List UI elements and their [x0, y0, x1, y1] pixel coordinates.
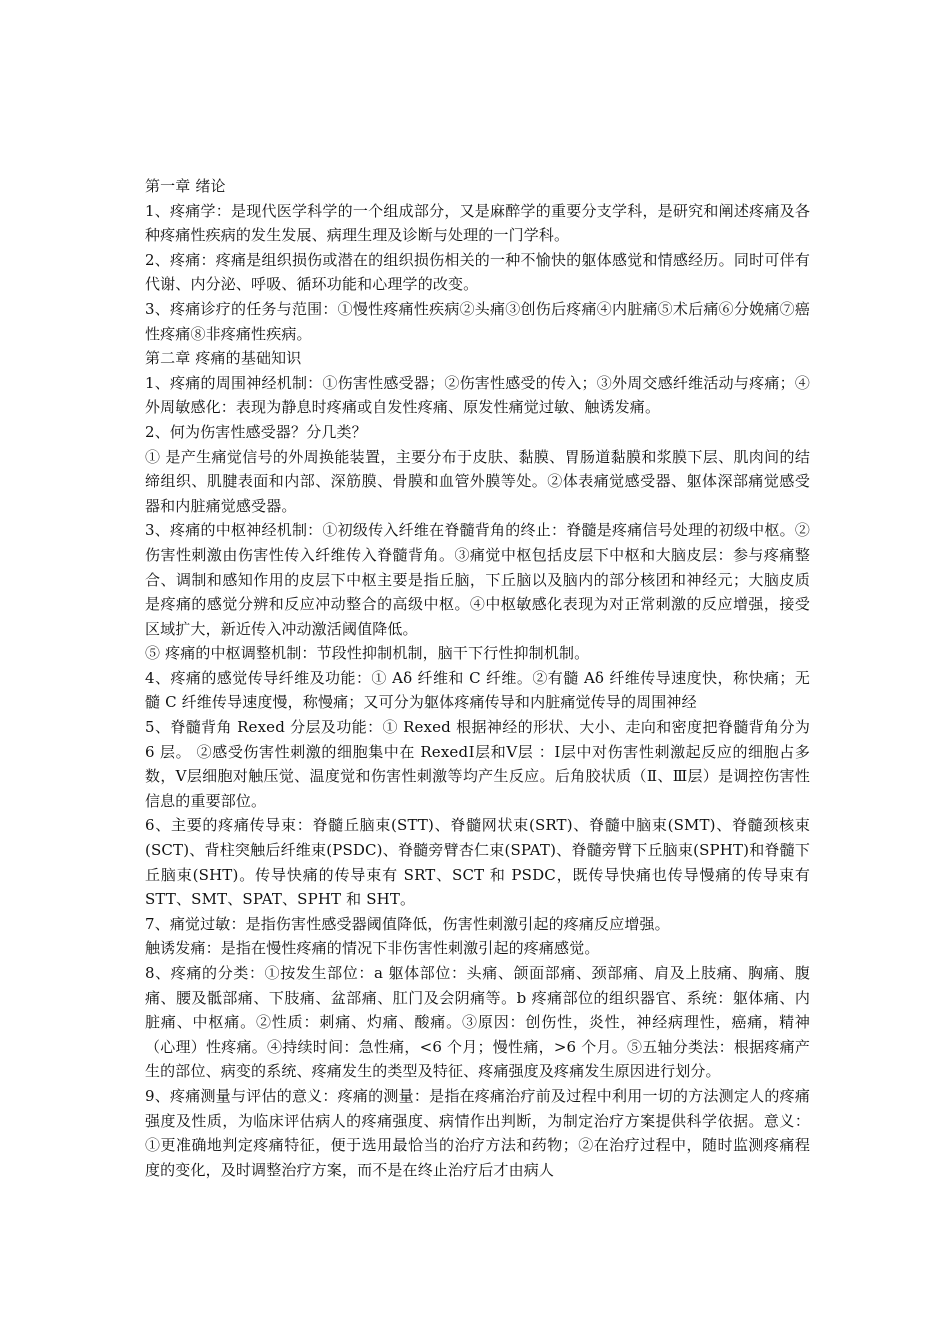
- paragraph-2-2-question: 2、何为伤害性感受器？分几类？: [145, 422, 367, 441]
- paragraph-2-4: 4、疼痛的感觉传导纤维及功能：① Aδ 纤维和 C 纤维。②有髓 Aδ 纤维传导速度快，称快痛；无髓 C 纤维传导速度慢，称慢痛；又可分为躯体疼痛传导和内脏痛觉传导的周围神经: [145, 668, 810, 712]
- paragraph-2-7-allodynia: 触诱发痛：是指在慢性疼痛的情况下非伤害性刺激引起的疼痛感觉。: [145, 939, 600, 958]
- document-body: [145, 174, 810, 1182]
- paragraph-2-6: 6、主要的疼痛传导束：脊髓丘脑束(STT)、脊髓网状束(SRT)、脊髓中脑束(SMT)、脊髓颈核束(SCT)、背柱突触后纤维束(PSDC)、脊髓旁臂杏仁束(SPAT)、脊髓旁臂下丘脑束(SPHT)和脊髓下丘脑束(SHT)。传导快痛的传导束有 SRT、SCT 和 PSDC，既传导快痛也传导慢痛的传导束有 STT、SMT、SPAT、SPHT 和 SHT。: [145, 816, 810, 909]
- chapter-1-heading: 第一章 绪论: [145, 177, 226, 195]
- paragraph-2-1: 1、疼痛的周围神经机制：①伤害性感受器；②伤害性感受的传入；③外周交感纤维活动与疼痛；④外周敏感化：表现为静息时疼痛或自发性疼痛、原发性痛觉过敏、触诱发痛。: [145, 373, 810, 417]
- paragraph-2-7: 7、痛觉过敏：是指伤害性感受器阈值降低，伤害性刺激引起的疼痛反应增强。: [145, 914, 670, 933]
- paragraph-1-3: 3、疼痛诊疗的任务与范围：①慢性疼痛性疾病②头痛③创伤后疼痛④内脏痛⑤术后痛⑥分娩痛⑦癌性疼痛⑧非疼痛性疾病。: [145, 299, 810, 343]
- paragraph-2-8: 8、疼痛的分类：①按发生部位：a 躯体部位：头痛、颌面部痛、颈部痛、肩及上肢痛、胸痛、腹痛、腰及骶部痛、下肢痛、盆部痛、肛门及会阴痛等。b 疼痛部位的组织器官、系统：躯体痛、内脏痛、中枢痛。②性质：刺痛、灼痛、酸痛。③原因：创伤性，炎性，神经病理性，癌痛，精神（心理）性疼痛。④持续时间：急性痛，<6 个月；慢性痛，>6 个月。⑤五轴分类法：根据疼痛产生的部位、病变的系统、疼痛发生的类型及特征、疼痛强度及疼痛发生原因进行划分。: [145, 964, 810, 1081]
- paragraph-1-1: 1、疼痛学：是现代医学科学的一个组成部分，又是麻醉学的重要分支学科，是研究和阐述疼痛及各种疼痛性疾病的发生发展、病理生理及诊断与处理的一门学科。: [145, 201, 810, 245]
- paragraph-2-3-5: ⑤ 疼痛的中枢调整机制：节段性抑制机制，脑干下行性抑制机制。: [145, 644, 590, 663]
- paragraph-2-3: 3、疼痛的中枢神经机制：①初级传入纤维在脊髓背角的终止：脊髓是疼痛信号处理的初级中枢。②伤害性刺激由伤害性传入纤维传入脊髓背角。③痛觉中枢包括皮层下中枢和大脑皮层：参与疼痛整合、调制和感知作用的皮层下中枢主要是指丘脑，下丘脑以及脑内的部分核团和神经元；大脑皮质是疼痛的感觉分辨和反应冲动整合的高级中枢。④中枢敏感化表现为对正常刺激的反应增强，接受区域扩大，新近传入冲动激活阈值降低。: [145, 521, 810, 638]
- paragraph-2-2-answer: ① 是产生痛觉信号的外周换能装置，主要分布于皮肤、黏膜、胃肠道黏膜和浆膜下层、肌肉间的结缔组织、肌腱表面和内部、深筋膜、骨膜和血管外膜等处。②体表痛觉感受器、躯体深部痛觉感受器和内脏痛觉感受器。: [145, 447, 810, 515]
- paragraph-2-5: 5、脊髓背角 Rexed 分层及功能：① Rexed 根据神经的形状、大小、走向和密度把脊髓背角分为 6 层。 ②感受伤害性刺激的细胞集中在 RexedⅠ层和Ⅴ层 ：Ⅰ层中对伤害性刺激起反应的细胞占多数，Ⅴ层细胞对触压觉、温度觉和伤害性刺激等均产生反应。后角胶状质（Ⅱ、Ⅲ层）是调控伤害性信息的重要部位。: [145, 718, 810, 810]
- paragraph-2-9: 9、疼痛测量与评估的意义：疼痛的测量：是指在疼痛治疗前及过程中利用一切的方法测定人的疼痛强度及性质，为临床评估病人的疼痛强度、病情作出判断，为制定治疗方案提供科学依据。意义：①更准确地判定疼痛特征，便于选用最恰当的治疗方法和药物；②在治疗过程中，随时监测疼痛程度的变化，及时调整治疗方案，而不是在终止治疗后才由病人: [145, 1086, 810, 1179]
- chapter-2-heading: 第二章 疼痛的基础知识: [145, 349, 302, 368]
- paragraph-1-2: 2、疼痛：疼痛是组织损伤或潜在的组织损伤相关的一种不愉快的躯体感觉和情感经历。同时可伴有代谢、内分泌、呼吸、循环功能和心理学的改变。: [145, 250, 810, 294]
